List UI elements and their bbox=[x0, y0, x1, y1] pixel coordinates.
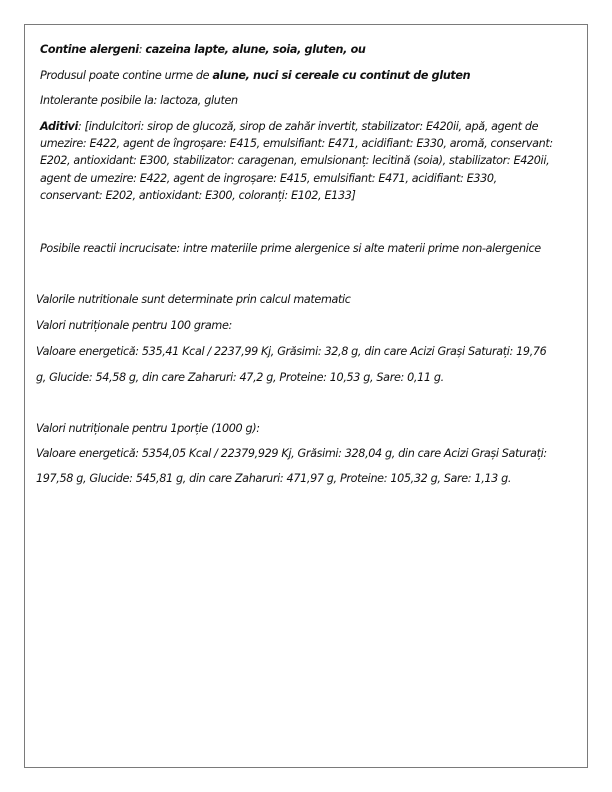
nutrition-portion-line2: 197,58 g, Glucide: 545,81 g, din care Zaharuri: 471,97 g, Proteine: 105,32 g, Sare: 1,13 g. bbox=[36, 472, 512, 485]
allergens-line bbox=[40, 41, 366, 58]
nutrition-per100-heading: Valori nutriționale pentru 100 grame: bbox=[36, 319, 232, 332]
traces-line bbox=[40, 67, 470, 84]
additives-paragraph bbox=[40, 118, 562, 204]
nutrition-portion-heading: Valori nutriționale pentru 1porție (1000 g): bbox=[36, 422, 260, 435]
traces-value: alune, nuci si cereale cu continut de gluten bbox=[212, 69, 471, 82]
allergens-colon: : bbox=[138, 43, 146, 56]
allergens-value: cazeina lapte, alune, soia, gluten, ou bbox=[145, 43, 366, 56]
nutrition-portion-line1: Valoare energetică: 5354,05 Kcal / 22379,929 Kj, Grăsimi: 328,04 g, din care Acizi Grași Saturați: bbox=[36, 447, 547, 460]
nutrition-per100-line2: g, Glucide: 54,58 g, din care Zaharuri: 47,2 g, Proteine: 10,53 g, Sare: 0,11 g. bbox=[36, 371, 444, 384]
additives-text: : [indulcitori: sirop de glucoză, sirop de zahăr invertit, stabilizator: E420ii, apă, agent de umezire: E422, agent de îngroșare: E415, emulsifiant: E471, acidifiant: E330, aromă, conservant: E202, antioxidant: E300, stabilizator: caragenan, emulsionanț: lecitină (soia), stabilizator: E420ii, agent de umezire: E422, agent de ingroșare: E415, emulsifiant: E471, acidifiant: E330, conservant: E202, antioxidant: E300, coloranți: E102, E133] bbox=[40, 120, 553, 202]
nutrition-method-note: Valorile nutritionale sunt determinate prin calcul matematic bbox=[36, 293, 351, 306]
allergens-label: Contine alergeni bbox=[40, 43, 139, 56]
additives-label: Aditivi bbox=[40, 120, 79, 133]
nutrition-per100-line1: Valoare energetică: 535,41 Kcal / 2237,99 Kj, Grăsimi: 32,8 g, din care Acizi Grași Saturați: 19,76 bbox=[36, 345, 547, 358]
traces-prefix: Produsul poate contine urme de bbox=[40, 69, 213, 82]
intolerances-line: Intolerante posibile la: lactoza, gluten bbox=[40, 94, 238, 107]
cross-reactions-line: Posibile reactii incrucisate: intre materiile prime alergenice si alte materii prime non-alergenice bbox=[40, 242, 541, 255]
